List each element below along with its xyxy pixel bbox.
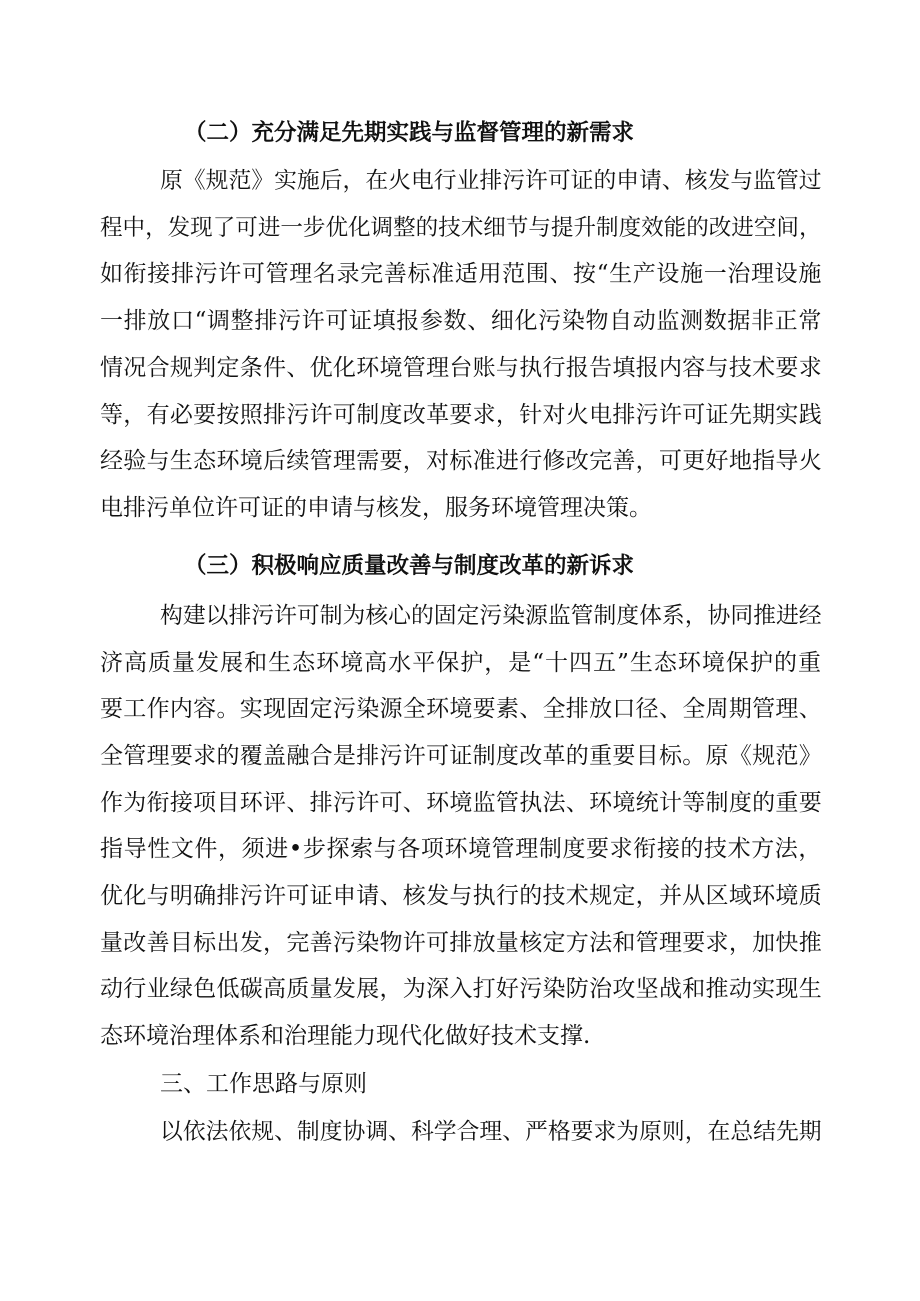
paragraph-line: 济高质量发展和生态环境高水平保护，是“十四五”生态环境保护的重 bbox=[100, 650, 822, 676]
section-heading-2: （二）充分满足先期实践与监督管理的新需求 bbox=[184, 120, 635, 146]
paragraph-line: 构建以排污许可制为核心的固定污染源监管制度体系，协同推进经 bbox=[160, 603, 822, 629]
paragraph-line: 原《规范》实施后，在火电行业排污许可证的申请、核发与监管过 bbox=[160, 168, 822, 194]
paragraph-line: 程中，发现了可进一步优化调整的技术细节与提升制度效能的改进空间， bbox=[100, 215, 822, 241]
paragraph-line: 要工作内容。实现固定污染源全环境要素、全排放口径、全周期管理、 bbox=[100, 696, 822, 722]
paragraph-line: 情况合规判定条件、优化环境管理台账与执行报告填报内容与技术要求 bbox=[100, 355, 822, 381]
paragraph-line: 指导性文件，须进•步探索与各项环境管理制度要求衔接的技术方法， bbox=[100, 836, 822, 862]
paragraph-line: 优化与明确排污许可证申请、核发与执行的技术规定，并从区域环境质 bbox=[100, 883, 822, 909]
paragraph-line: 电排污单位许可证的申请与核发，服务环境管理决策。 bbox=[100, 495, 652, 521]
section-heading-three: 三、工作思路与原则 bbox=[160, 1071, 367, 1097]
paragraph-line: 作为衔接项目环评、排污许可、环境监管执法、环境统计等制度的重要 bbox=[100, 790, 822, 816]
paragraph-line: 动行业绿色低碳高质量发展，为深入打好污染防治攻坚战和推动实现生 bbox=[100, 976, 822, 1002]
paragraph-line: 如衔接排污许可管理名录完善标准适用范围、按“生产设施一治理设施 bbox=[100, 261, 822, 287]
paragraph-line: 以依法依规、制度协调、科学合理、严格要求为原则，在总结先期 bbox=[160, 1119, 822, 1145]
paragraph-line: 态环境治理体系和治理能力现代化做好技术支撑. bbox=[100, 1023, 591, 1049]
paragraph-line: 全管理要求的覆盖融合是排污许可证制度改革的重要目标。原《规范》 bbox=[100, 743, 822, 769]
paragraph-line: 一排放口“调整排污许可证填报参数、细化污染物自动监测数据非正常 bbox=[100, 308, 822, 334]
section-heading-3: （三）积极响应质量改善与制度改革的新诉求 bbox=[184, 553, 635, 579]
paragraph-line: 经验与生态环境后续管理需要，对标准进行修改完善，可更好地指导火 bbox=[100, 448, 822, 474]
paragraph-line: 量改善目标出发，完善污染物许可排放量核定方法和管理要求，加快推 bbox=[100, 930, 822, 956]
paragraph-line: 等，有必要按照排污许可制度改革要求，针对火电排污许可证先期实践 bbox=[100, 402, 822, 428]
